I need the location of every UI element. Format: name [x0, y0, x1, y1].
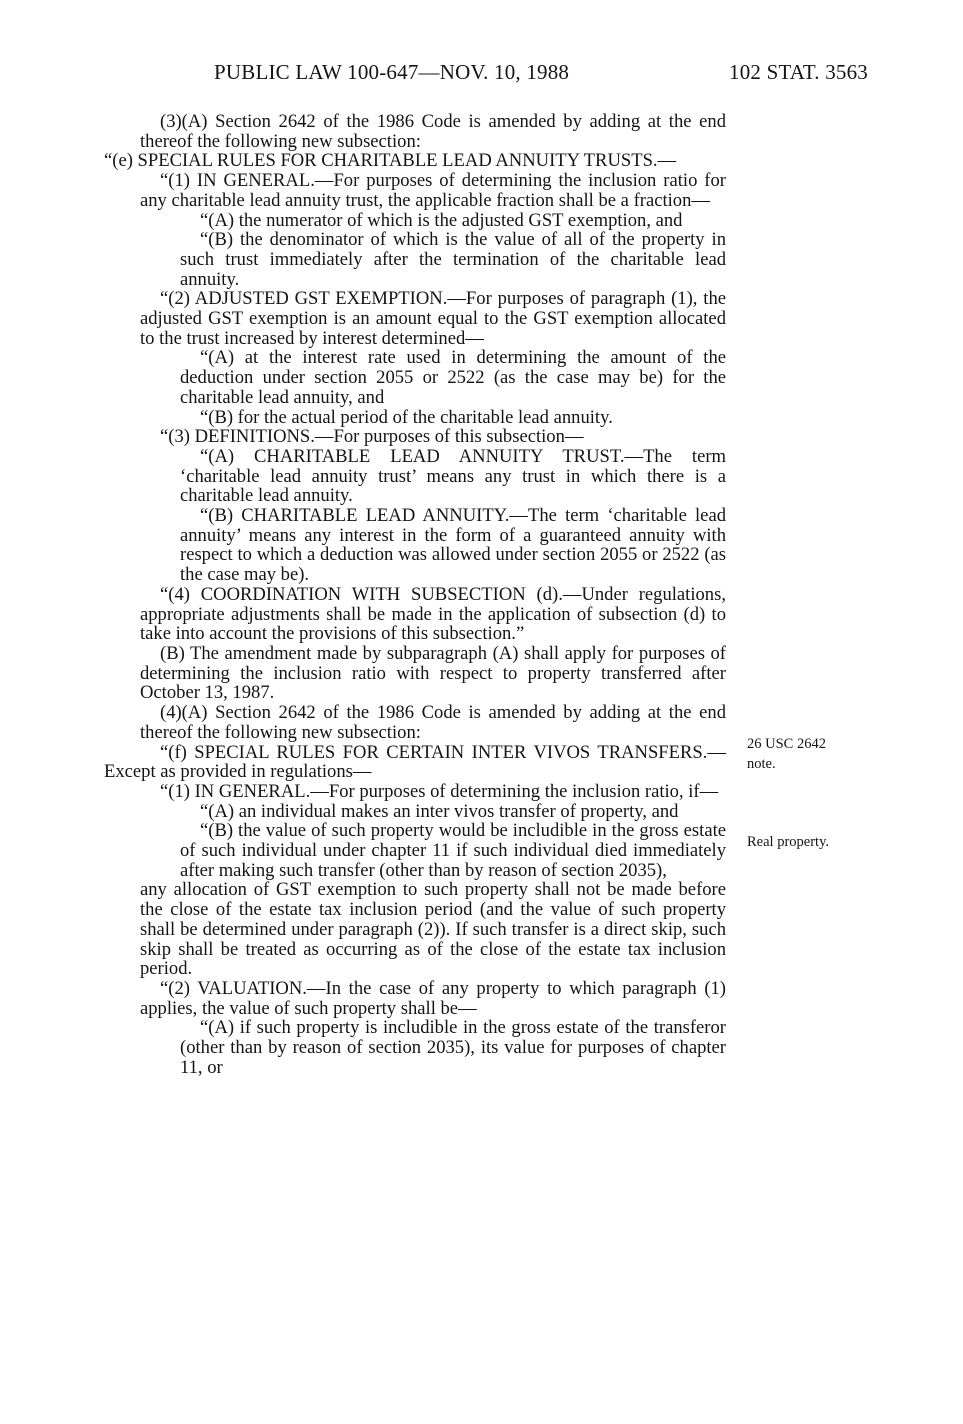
body-text: [104, 111, 726, 1078]
margin-note-usc: 26 USC 2642 note.: [747, 736, 826, 772]
para-f1: “(1) IN GENERAL.—For purposes of determining the inclusion ratio, if—: [160, 780, 719, 802]
para-e2: “(2) ADJUSTED GST EXEMPTION.—For purposes of paragraph (1), the adjusted GST exemption is an amount equal to the GST exemption allocated to the trust increased by interest determined—: [140, 288, 726, 349]
para-f1-flush: any allocation of GST exemption to such property shall not be made before the close of the estate tax inclusion period (and the value of such property shall be determined under paragraph (2)). If such transfer is a direct skip, such skip shall be treated as occurring as of the close of the estate tax inclusion period.: [140, 879, 726, 980]
para-e1: “(1) IN GENERAL.—For purposes of determining the inclusion ratio for any charitable lead annuity trust, the applicable fraction shall be a fraction—: [140, 170, 726, 211]
margin-note-real-property: Real property.: [747, 834, 830, 850]
running-header: [214, 60, 868, 90]
para-f1-a: “(A) an individual makes an inter vivos transfer of property, and: [200, 800, 679, 822]
para-e3-a: “(A) CHARITABLE LEAD ANNUITY TRUST.—The term ‘charitable lead annuity trust’ means any trust in which there is a charitable lead annuity.: [180, 445, 726, 507]
para-3b: (B) The amendment made by subparagraph (A) shall apply for purposes of determining the inclusion ratio with respect to property transferred after October 13, 1987.: [140, 642, 726, 704]
para-3a: (3)(A) Section 2642 of the 1986 Code is amended by adding at the end thereof the following new subsection:: [140, 111, 726, 152]
para-f1-b: “(B) the value of such property would be includible in the gross estate of such individual under chapter 11 if such individual died immediately after making such transfer (other than by reason of section 2035),: [180, 820, 726, 881]
header-stat-page: 102 STAT. 3563: [729, 60, 868, 84]
para-e1-a: “(A) the numerator of which is the adjusted GST exemption, and: [200, 209, 683, 231]
para-e4: “(4) COORDINATION WITH SUBSECTION (d).—Under regulations, appropriate adjustments shall be made in the application of subsection (d) to take into account the provisions of this subsection.”: [140, 583, 726, 645]
subsection-f-heading: “(f) SPECIAL RULES FOR CERTAIN INTER VIVOS TRANSFERS.—Except as provided in regulations—: [104, 741, 726, 783]
subsection-e-heading: “(e) SPECIAL RULES FOR CHARITABLE LEAD ANNUITY TRUSTS.—: [104, 150, 677, 172]
para-f2: “(2) VALUATION.—In the case of any property to which paragraph (1) applies, the value of such property shall be—: [140, 977, 726, 1019]
para-e3-b: “(B) CHARITABLE LEAD ANNUITY.—The term ‘charitable lead annuity’ means any interest in the form of a guaranteed annuity with respect to which a deduction was allowed under section 2055 or 2522 (as the case may be).: [180, 505, 726, 586]
para-e3: “(3) DEFINITIONS.—For purposes of this subsection—: [160, 426, 584, 448]
header-title: PUBLIC LAW 100-647—NOV. 10, 1988: [214, 60, 570, 84]
para-e2-a: “(A) at the interest rate used in determining the amount of the deduction under section 2055 or 2522 (as the case may be) for the charitable lead annuity, and: [180, 347, 726, 408]
para-4a: (4)(A) Section 2642 of the 1986 Code is amended by adding at the end thereof the following new subsection:: [140, 702, 726, 743]
para-e1-b: “(B) the denominator of which is the value of all of the property in such trust immediately after the termination of the charitable lead annuity.: [180, 229, 726, 290]
para-e2-b: “(B) for the actual period of the charitable lead annuity.: [200, 406, 613, 428]
para-f2-a: “(A) if such property is includible in the gross estate of the transferor (other than by reason of section 2035), its value for purposes of chapter 11, or: [180, 1017, 726, 1078]
